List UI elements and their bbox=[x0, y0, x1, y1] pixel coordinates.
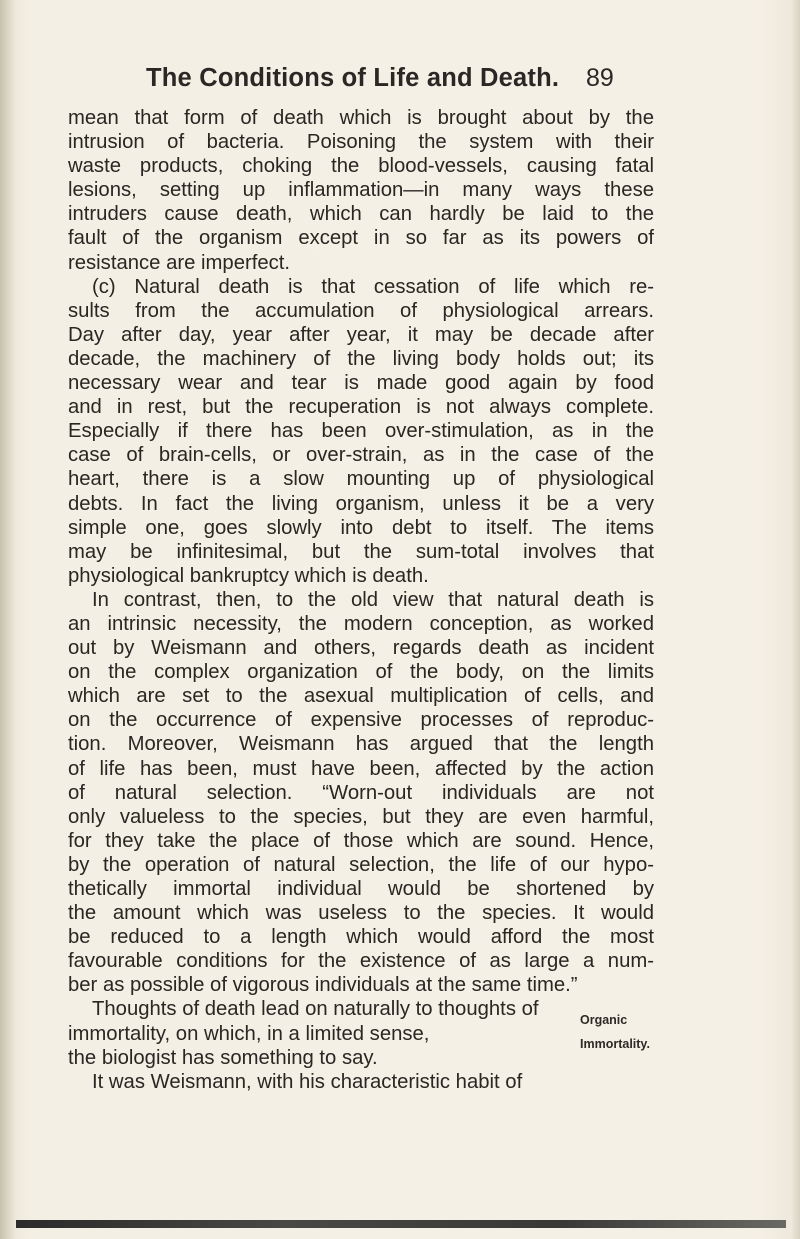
page-edge bbox=[790, 0, 800, 1239]
text-line: an intrinsic necessity, the modern conception, as worked bbox=[68, 612, 654, 635]
text-line: mean that form of death which is brought about by the bbox=[68, 107, 654, 129]
text-line: Especially if there has been over-stimulation, as in the bbox=[68, 420, 654, 443]
margin-note-immortality: Immortality. bbox=[580, 1037, 650, 1051]
text-line: decade, the machinery of the living body holds out; its bbox=[68, 347, 654, 370]
text-line: resistance are imperfect. bbox=[68, 251, 291, 274]
text-line: Day after day, year after year, it may be decade after bbox=[68, 323, 654, 346]
text-line: case of brain-cells, or over-strain, as in the case of the bbox=[68, 444, 654, 467]
text-line: ber as possible of vigorous individuals at the same time.” bbox=[68, 974, 578, 997]
text-line: may be infinitesimal, but the sum-total involves that bbox=[68, 540, 654, 563]
text-line: physiological bankruptcy which is death. bbox=[68, 564, 429, 587]
text-line: heart, there is a slow mounting up of physiological bbox=[68, 468, 654, 491]
text-line: (c) Natural death is that cessation of life which re- bbox=[92, 275, 654, 298]
text-line: simple one, goes slowly into debt to itself. The items bbox=[68, 516, 654, 539]
text-line: of life has been, must have been, affected by the action bbox=[68, 757, 654, 780]
page-number: 89 bbox=[586, 64, 614, 92]
text-line: intrusion of bacteria. Poisoning the system with their bbox=[68, 131, 654, 154]
margin-note-organic: Organic bbox=[580, 1013, 628, 1027]
text-line: be reduced to a length which would afford the most bbox=[68, 926, 654, 949]
text-line: lesions, setting up inflammation—in many ways these bbox=[68, 179, 654, 202]
text-line: tion. Moreover, Weismann has argued that the length bbox=[68, 733, 654, 756]
text-line: It was Weismann, with his characteristic habit of bbox=[92, 1070, 523, 1093]
text-line: thetically immortal individual would be shortened by bbox=[68, 878, 654, 900]
text-line: and in rest, but the recuperation is not always complete. bbox=[68, 396, 654, 419]
text-line: intruders cause death, which can hardly be laid to the bbox=[68, 203, 654, 226]
text-line: Thoughts of death lead on naturally to thoughts of bbox=[92, 998, 539, 1021]
text-line: for they take the place of those which are sound. Hence, bbox=[68, 829, 654, 852]
running-head-title: The Conditions of Life and Death. bbox=[146, 64, 560, 92]
text-line: on the complex organization of the body, on the limits bbox=[68, 661, 654, 684]
text-line: In contrast, then, to the old view that natural death is bbox=[92, 588, 654, 611]
text-line: the amount which was useless to the species. It would bbox=[68, 902, 654, 925]
text-line: on the occurrence of expensive processes of reproduc- bbox=[68, 709, 654, 732]
text-line: immortality, on which, in a limited sense, bbox=[68, 1022, 430, 1045]
text-line: fault of the organism except in so far as its powers of bbox=[68, 227, 654, 250]
text-line: which are set to the asexual multiplication of cells, and bbox=[68, 685, 654, 708]
text-line: favourable conditions for the existence of as large a num- bbox=[68, 950, 654, 973]
text-line: debts. In fact the living organism, unless it be a very bbox=[68, 492, 654, 515]
text-line: by the operation of natural selection, the life of our hypo- bbox=[68, 853, 654, 876]
body-text bbox=[68, 106, 654, 1094]
text-line: out by Weismann and others, regards death as incident bbox=[68, 637, 654, 660]
text-line: sults from the accumulation of physiological arrears. bbox=[68, 299, 654, 322]
bottom-edge-rule bbox=[16, 1220, 786, 1228]
page-gutter-shadow bbox=[0, 0, 16, 1239]
text-line: only valueless to the species, but they are even harmful, bbox=[68, 805, 654, 828]
text-line: the biologist has something to say. bbox=[68, 1046, 378, 1069]
text-line: waste products, choking the blood-vessels, causing fatal bbox=[68, 155, 654, 178]
text-line: of natural selection. “Worn-out individuals are not bbox=[68, 781, 654, 804]
text-line: necessary wear and tear is made good again by food bbox=[68, 372, 654, 395]
